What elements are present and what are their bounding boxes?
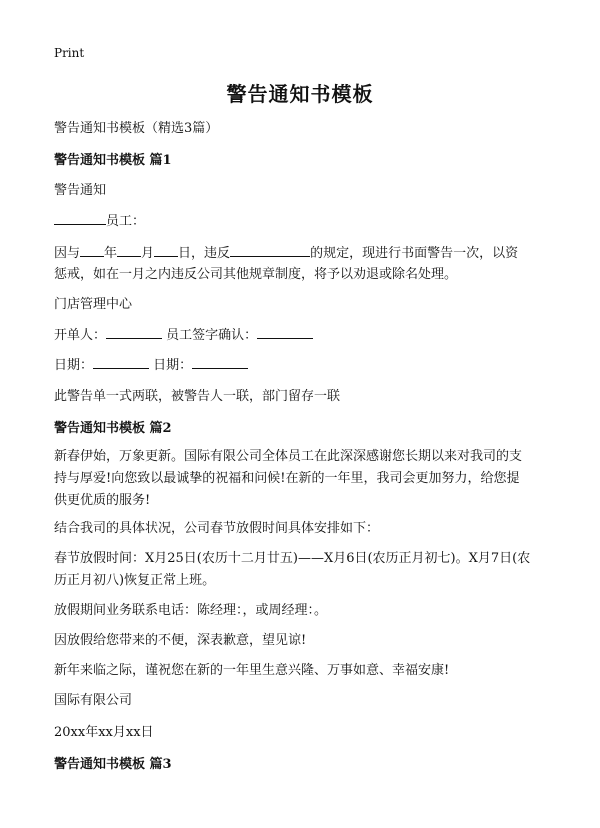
date-label-1: 日期： bbox=[54, 358, 94, 373]
section1-body-line2: 惩戒，如在一月之内违反公司其他规章制度，将予以劝退或除名处理。 bbox=[54, 267, 458, 282]
section1-body-line1 bbox=[54, 242, 554, 265]
month-label: 月 bbox=[141, 246, 155, 261]
employee-sign-blank bbox=[257, 324, 313, 339]
document-title: 警告通知书模板 bbox=[226, 82, 374, 106]
section2-para1-line3: 供更优质的服务! bbox=[54, 493, 151, 508]
signature-line bbox=[54, 324, 554, 347]
section2-heading: 警告通知书模板 篇2 bbox=[54, 421, 172, 436]
date-label-2: 日期： bbox=[153, 358, 193, 373]
document-subtitle: 警告通知书模板（精选3篇） bbox=[54, 121, 219, 136]
body-text-prefix: 因与 bbox=[54, 246, 81, 261]
section2-para1-line1: 新春伊始，万象更新。国际有限公司全体员工在此深深感谢您长期以来对我司的支 bbox=[54, 449, 523, 464]
month-blank bbox=[117, 242, 141, 257]
date-blank-2 bbox=[192, 354, 248, 369]
employee-name-blank bbox=[54, 210, 106, 225]
section2-para5: 因放假给您带来的不便，深表歉意，望见谅! bbox=[54, 633, 307, 648]
date-blank-1 bbox=[93, 354, 149, 369]
section3-heading: 警告通知书模板 篇3 bbox=[54, 757, 172, 772]
section2-para6: 新年来临之际，谨祝您在新的一年里生意兴隆、万事如意、幸福安康! bbox=[54, 663, 450, 678]
rule-blank bbox=[230, 242, 310, 257]
section1-footnote: 此警告单一式两联，被警告人一联，部门留存一联 bbox=[54, 389, 341, 404]
year-label: 年 bbox=[104, 246, 118, 261]
issuer-label: 开单人： bbox=[54, 328, 107, 343]
dept-name: 门店管理中心 bbox=[54, 297, 133, 312]
section2-para3-line2: 历正月初八)恢复正常上班。 bbox=[54, 573, 216, 588]
section2-para1-line2: 持与厚爱!向您致以最诚挚的祝福和问候!在新的一年里，我司会更加努力，给您提 bbox=[54, 471, 520, 486]
section2-company: 国际有限公司 bbox=[54, 693, 133, 708]
section2-para4: 放假期间业务联系电话：陈经理：，或周经理：。 bbox=[54, 603, 328, 618]
section2-date: 20xx年xx月xx日 bbox=[54, 725, 154, 740]
day-blank bbox=[154, 242, 178, 257]
employee-suffix: 员工： bbox=[106, 214, 146, 229]
day-label: 日，违反 bbox=[178, 246, 231, 261]
section2-para2: 结合我司的具体状况，公司春节放假时间具体安排如下： bbox=[54, 521, 380, 536]
year-blank bbox=[80, 242, 104, 257]
print-label[interactable]: Print bbox=[54, 46, 85, 60]
date-line bbox=[54, 354, 554, 377]
issuer-blank bbox=[106, 324, 162, 339]
section1-title: 警告通知 bbox=[54, 183, 107, 198]
employee-sign-label: 员工签字确认： bbox=[166, 328, 258, 343]
employee-line bbox=[54, 210, 554, 233]
section1-heading: 警告通知书模板 篇1 bbox=[54, 153, 172, 168]
body-text-suffix: 的规定，现进行书面警告一次，以资 bbox=[310, 246, 519, 261]
section2-para3-line1: 春节放假时间：X月25日(农历十二月廿五)——X月6日(农历正月初七)。X月7日(农 bbox=[54, 551, 531, 566]
